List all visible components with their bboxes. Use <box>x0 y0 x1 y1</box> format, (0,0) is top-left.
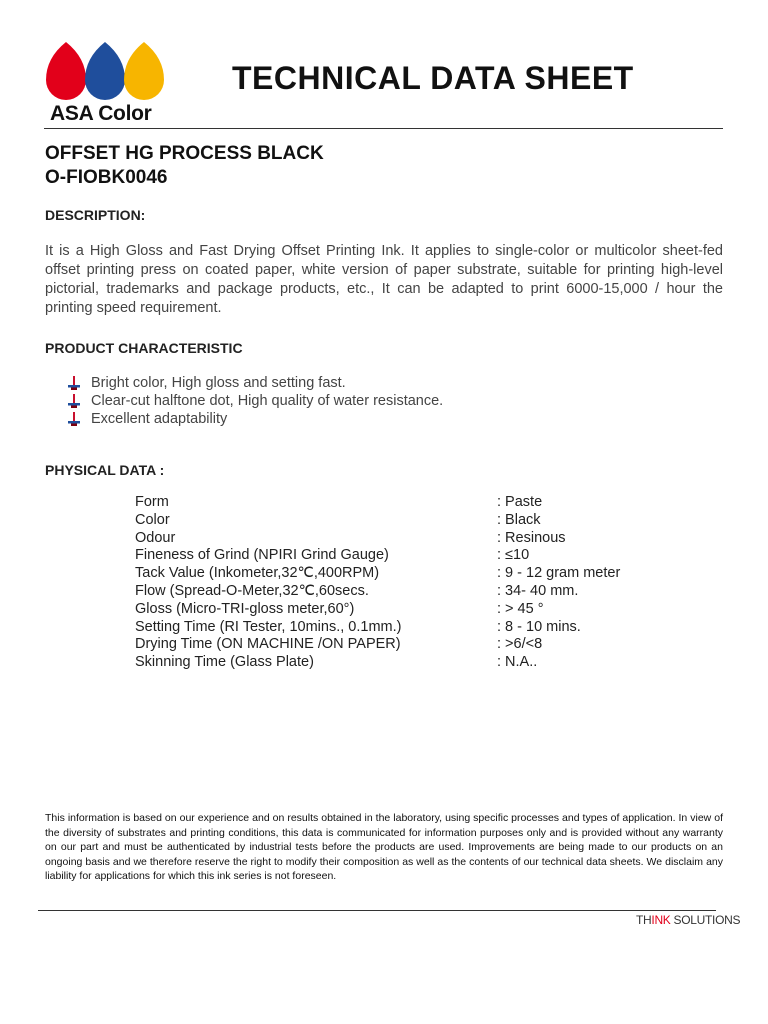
property-label: Odour <box>135 529 176 546</box>
property-label: Color <box>135 511 170 528</box>
property-label: Tack Value (Inkometer,32℃,400RPM) <box>135 565 380 582</box>
property-label: Flow (Spread-O-Meter,32℃,60secs. <box>135 582 369 599</box>
product-name: OFFSET HG PROCESS BLACK <box>45 143 324 164</box>
footer-divider <box>38 910 716 911</box>
footer-brand-pre: TH <box>636 913 652 927</box>
property-label: Setting Time (RI Tester, 10mins., 0.1mm.) <box>135 618 402 635</box>
property-value: : Resinous <box>497 529 566 546</box>
footer-brand-accent: INK <box>651 913 671 927</box>
pin-icon <box>66 375 82 391</box>
property-value: : N.A.. <box>497 654 538 671</box>
disclaimer-text: This information is based on our experience and on results obtained in the laboratory, using specific processes and types of application. In view of the diversity of substrates and printing conditions, this data is communicated for information purposes only and is provided without any warranty on our part and must be authenticated by industrial tests before the products are used. Improvements are being made to our products on an ongoing basis and we therefore reserve the right to modify their composition as well as the contents of our technical data sheets. We disclaim any liability for applications for which this ink series is not foreseen. <box>45 812 723 882</box>
header-divider <box>44 128 723 129</box>
property-label: Gloss (Micro-TRI-gloss meter,60°) <box>135 600 355 617</box>
red-drop <box>46 42 86 100</box>
blue-drop <box>85 42 125 100</box>
product-code: O-FIOBK0046 <box>45 167 168 188</box>
characteristics-heading: PRODUCT CHARACTERISTIC <box>45 340 243 356</box>
property-value: : 9 - 12 gram meter <box>497 565 621 582</box>
characteristic-text: Bright color, High gloss and setting fast. <box>91 375 346 391</box>
property-value: : 34- 40 mm. <box>497 582 579 599</box>
list-item <box>66 410 443 428</box>
list-item <box>66 374 443 392</box>
brand-name: ASA Color <box>50 102 152 125</box>
list-item <box>66 392 443 410</box>
property-label: Skinning Time (Glass Plate) <box>135 654 314 671</box>
property-value: : > 45 ° <box>497 600 544 617</box>
document-title: TECHNICAL DATA SHEET <box>232 60 634 96</box>
description-text: It is a High Gloss and Fast Drying Offset Printing Ink. It applies to single-color or multicolor sheet-fed offset printing press on coated paper, white version of paper substrate, suitable for printing high-level pictorial, trademarks and package products, etc., It can be adapted to print 6000-15,000 / hour the printing speed requirement. <box>45 243 723 316</box>
characteristic-text: Excellent adaptability <box>91 411 228 427</box>
pin-icon <box>66 411 82 427</box>
physical-data-heading: PHYSICAL DATA : <box>45 462 165 478</box>
yellow-drop <box>124 42 164 100</box>
property-label: Form <box>135 494 169 510</box>
ink-drops-logo-icon <box>44 40 172 102</box>
asa-color-logo <box>44 40 172 130</box>
property-value: : Black <box>497 511 541 528</box>
pin-icon <box>66 393 82 409</box>
characteristics-list <box>66 374 443 428</box>
property-label: Fineness of Grind (NPIRI Grind Gauge) <box>135 547 389 564</box>
property-value: : 8 - 10 mins. <box>497 618 581 635</box>
footer-brand-post: SOLUTIONS <box>670 913 741 927</box>
property-label: Drying Time (ON MACHINE /ON PAPER) <box>135 636 401 653</box>
property-value: : ≤10 <box>497 547 530 564</box>
description-heading: DESCRIPTION: <box>45 207 146 223</box>
property-value: : >6/<8 <box>497 636 543 653</box>
footer-brand <box>636 913 740 927</box>
characteristic-text: Clear-cut halftone dot, High quality of water resistance. <box>91 393 444 409</box>
property-value: : Paste <box>497 494 543 510</box>
